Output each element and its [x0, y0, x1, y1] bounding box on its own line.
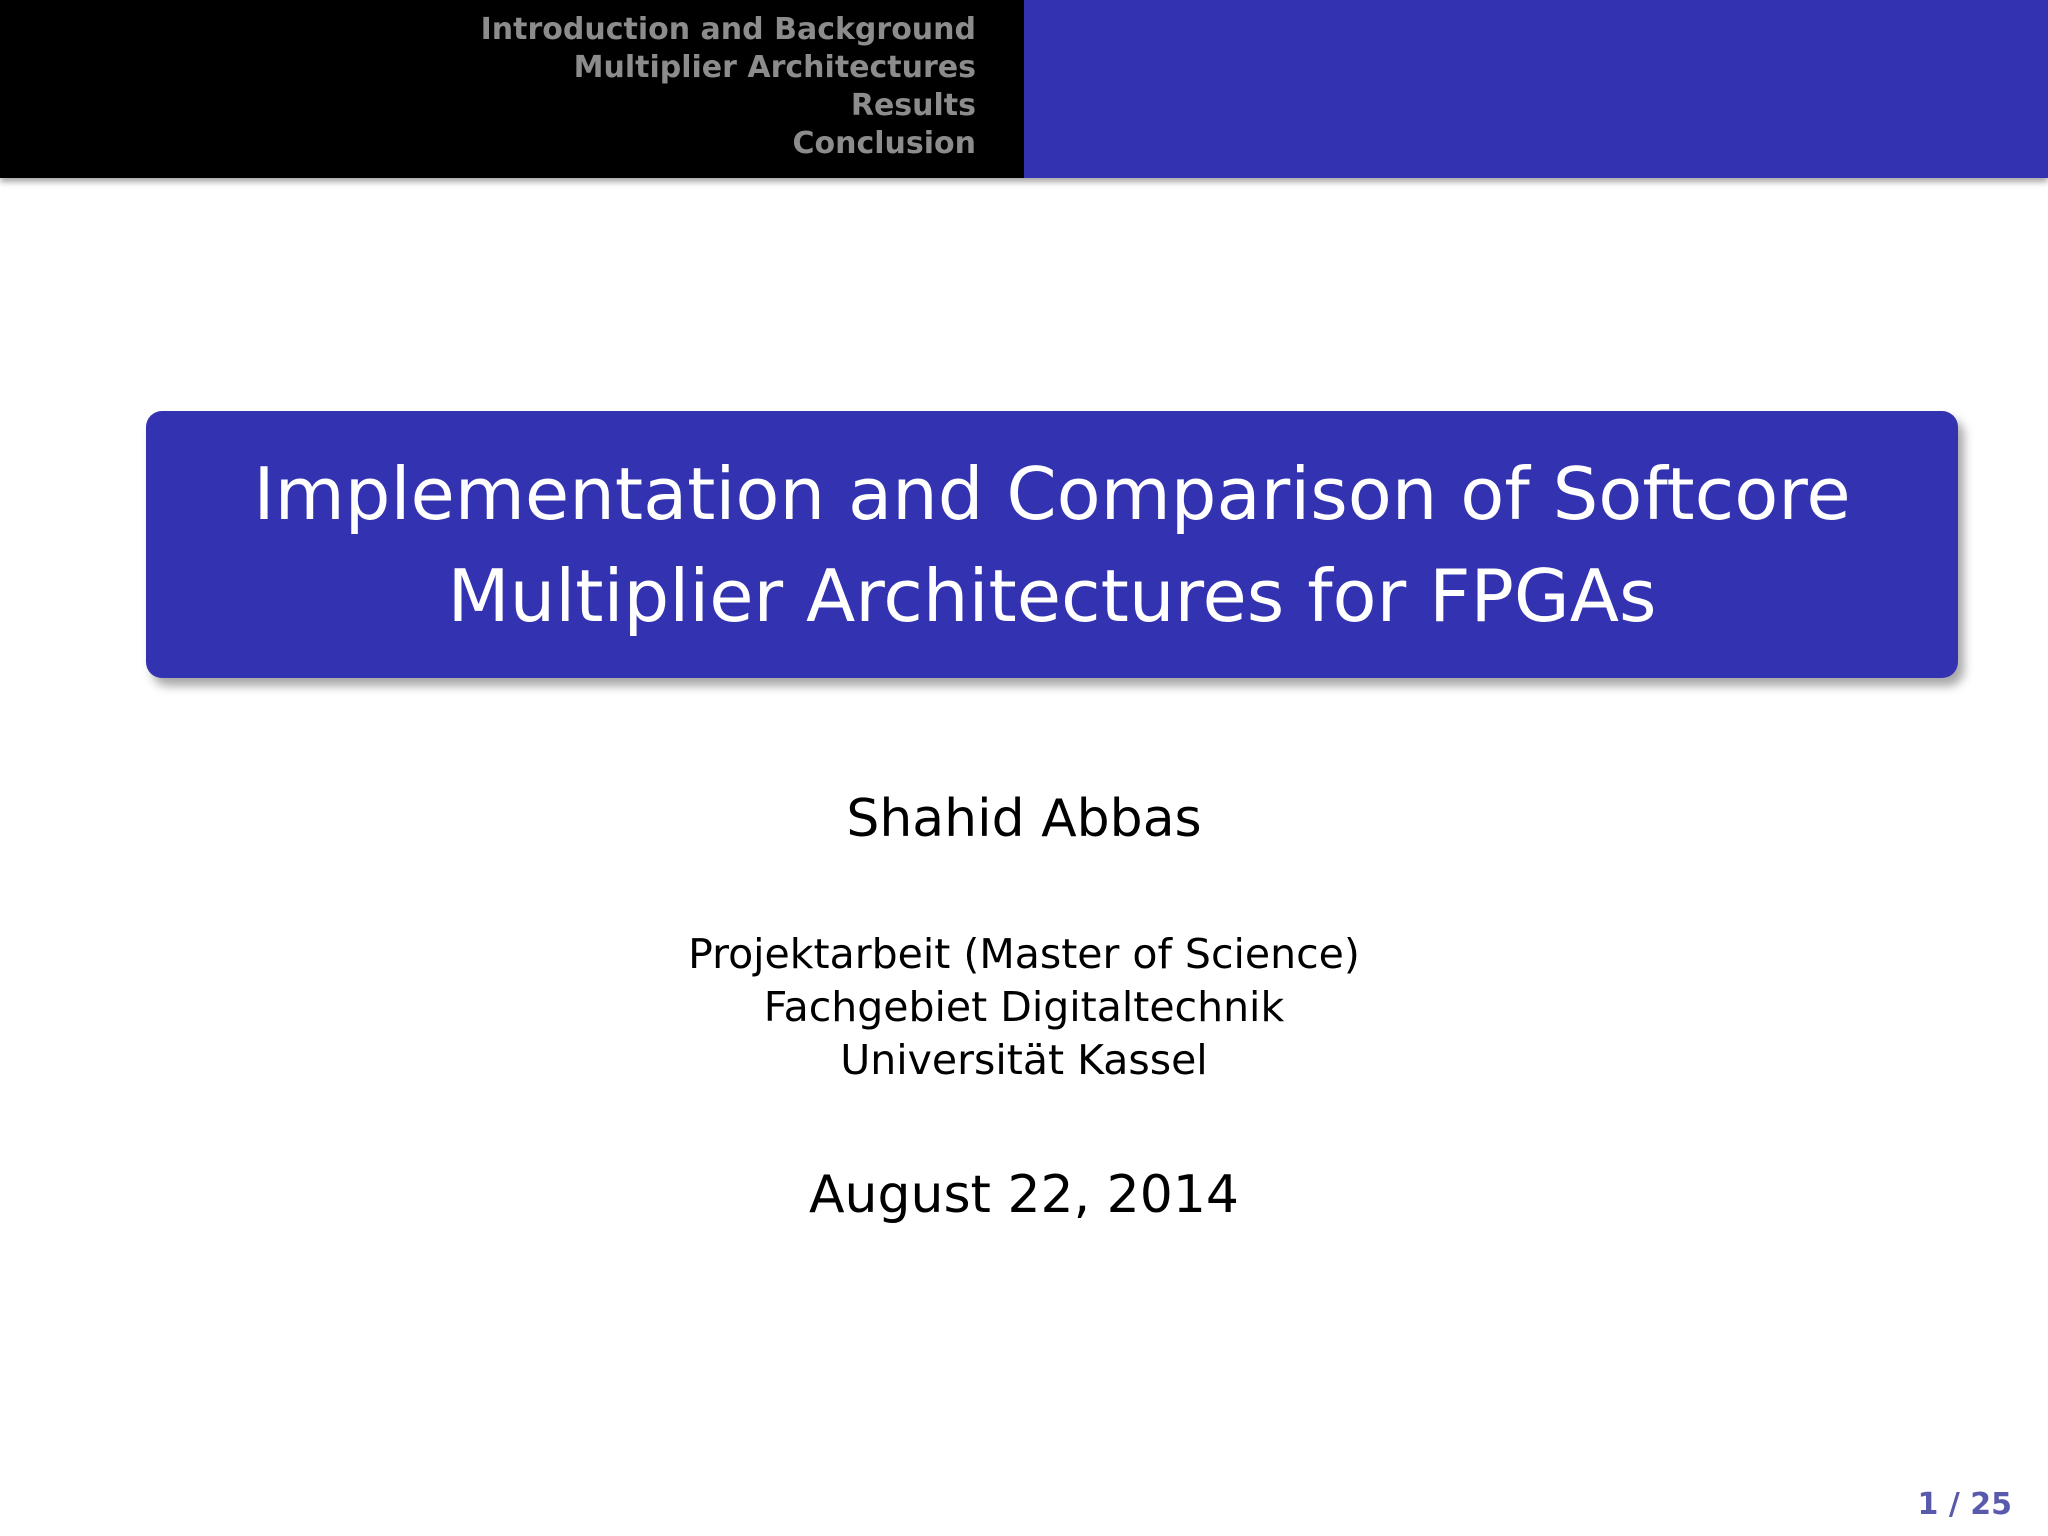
title-block [146, 411, 1958, 678]
affiliation-department: Fachgebiet Digitaltechnik [763, 983, 1285, 1031]
slide-header [0, 0, 2048, 178]
nav-section-results[interactable]: Results [850, 88, 976, 123]
author-name: Shahid Abbas [846, 789, 1202, 849]
nav-section-introduction[interactable]: Introduction and Background [480, 12, 976, 47]
header-accent-bar [1024, 0, 2048, 178]
title-line-1: Implementation and Comparison of Softcore [253, 451, 1851, 536]
page-number: 1 / 25 [1917, 1487, 2012, 1522]
section-navigation [0, 0, 1024, 178]
affiliation-block [0, 928, 2048, 1087]
nav-section-conclusion[interactable]: Conclusion [792, 126, 976, 161]
nav-section-multiplier-architectures[interactable]: Multiplier Architectures [573, 50, 976, 85]
affiliation-degree: Projektarbeit (Master of Science) [688, 930, 1360, 978]
title-line-2: Multiplier Architectures for FPGAs [447, 553, 1657, 638]
presentation-date: August 22, 2014 [808, 1165, 1240, 1225]
affiliation-university: Universität Kassel [840, 1036, 1208, 1084]
